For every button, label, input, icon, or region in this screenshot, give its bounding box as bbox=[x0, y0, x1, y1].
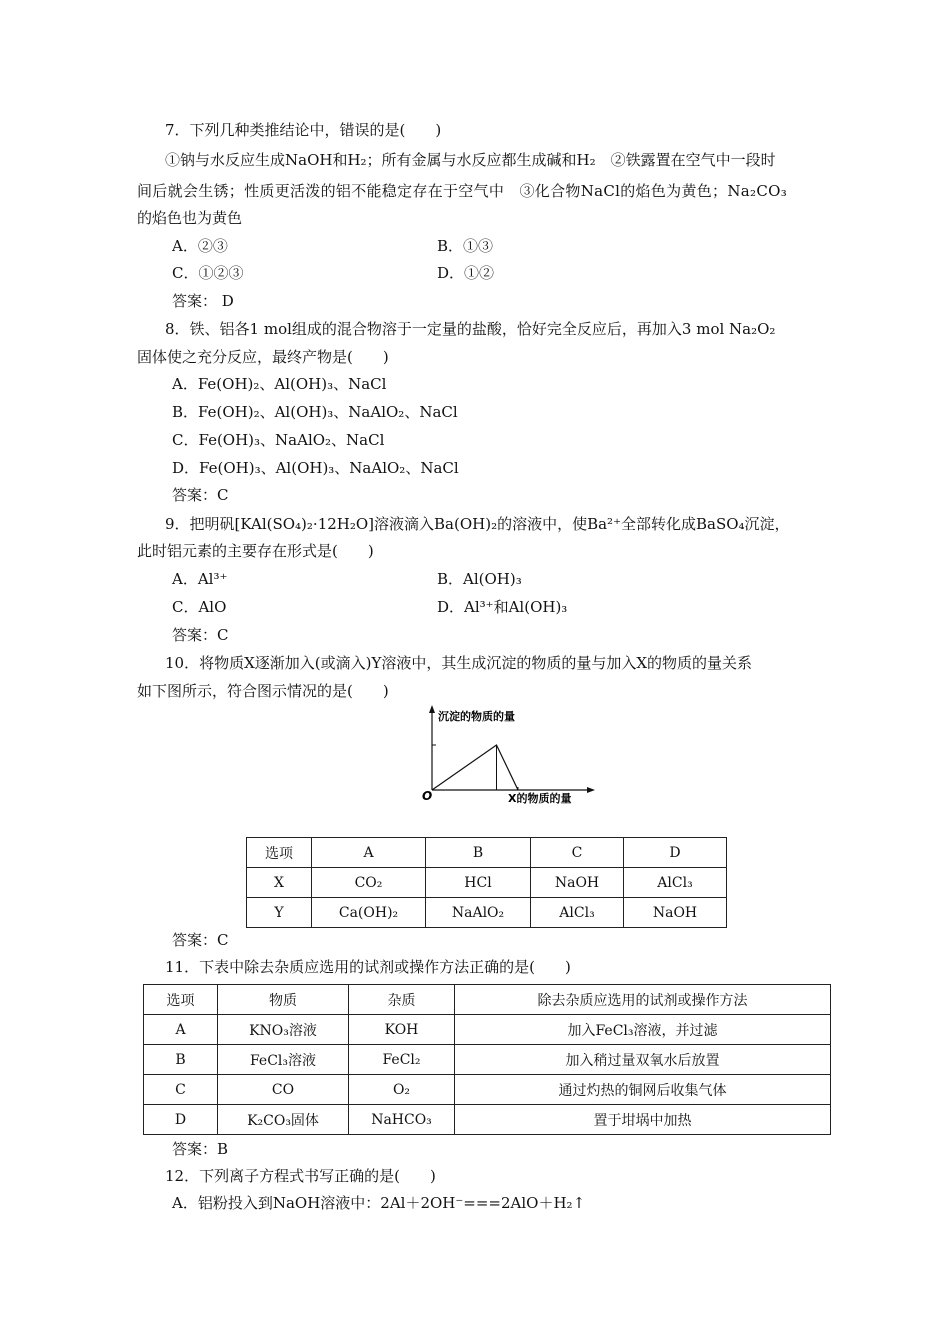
q11-table-cell: 加入FeCl₃溶液，并过滤 bbox=[455, 1015, 831, 1045]
q11-table bbox=[143, 984, 831, 1135]
q11-table-cell: CO bbox=[218, 1075, 349, 1105]
q11-table-header-cell: 除去杂质应选用的试剂或操作方法 bbox=[455, 985, 831, 1015]
q9-answer: 答案：C bbox=[172, 626, 229, 644]
y-axis-arrow bbox=[429, 705, 435, 713]
q10-table-row bbox=[247, 838, 727, 868]
q10-table-header-cell: 选项 bbox=[247, 838, 312, 868]
x-axis-label: X的物质的量 bbox=[508, 792, 572, 805]
q11-table-cell: B bbox=[144, 1045, 218, 1075]
q10-table-cell: CO₂ bbox=[312, 868, 426, 898]
q11-answer: 答案：B bbox=[172, 1140, 229, 1158]
q10-table-cell: NaAlO₂ bbox=[426, 898, 531, 928]
q7-line-2: 间后就会生锈；性质更活泼的铝不能稳定存在于空气中 ③化合物NaCl的焰色为黄色；Na₂CO₃ bbox=[137, 182, 788, 200]
q10-table bbox=[246, 837, 727, 928]
q10-table-row bbox=[247, 868, 727, 898]
q12-option-a: A．铝粉投入到NaOH溶液中：2Al＋2OH⁻===2AlO＋H₂↑ bbox=[172, 1194, 586, 1212]
q11-table-header-cell: 选项 bbox=[144, 985, 218, 1015]
q11-table-cell: 置于坩埚中加热 bbox=[455, 1105, 831, 1135]
q11-table-row bbox=[144, 985, 831, 1015]
q11-table-cell: 通过灼热的铜网后收集气体 bbox=[455, 1075, 831, 1105]
q9-option-c: C．AlO bbox=[172, 598, 227, 616]
q10-table-header-cell: D bbox=[624, 838, 727, 868]
q10-table-row bbox=[247, 898, 727, 928]
q11-table-cell: FeCl₂ bbox=[349, 1045, 455, 1075]
q10-table-header-cell: A bbox=[312, 838, 426, 868]
q11-table-cell: A bbox=[144, 1015, 218, 1045]
q10-line-2: 如下图所示，符合图示情况的是( ) bbox=[137, 682, 389, 700]
q10-answer: 答案：C bbox=[172, 931, 229, 949]
q11-table-cell: C bbox=[144, 1075, 218, 1105]
q7-option-a: A．②③ bbox=[172, 237, 228, 255]
q10-table-cell: NaOH bbox=[531, 868, 624, 898]
q11-table-row bbox=[144, 1045, 831, 1075]
q10-line-1: 10．将物质X逐渐加入(或滴入)Y溶液中，其生成沉淀的物质的量与加入X的物质的量关系 bbox=[165, 654, 753, 672]
q12-stem: 12．下列离子方程式书写正确的是( ) bbox=[165, 1167, 436, 1185]
q10-table-cell: HCl bbox=[426, 868, 531, 898]
q9-option-a: A．Al³⁺ bbox=[172, 570, 228, 588]
q8-line-2: 固体使之充分反应，最终产物是( ) bbox=[137, 348, 389, 366]
q11-stem: 11．下表中除去杂质应选用的试剂或操作方法正确的是( ) bbox=[165, 958, 571, 976]
q11-table-cell: KOH bbox=[349, 1015, 455, 1045]
q7-line-3: 的焰色也为黄色 bbox=[137, 209, 243, 227]
q10-table-header-cell: C bbox=[531, 838, 624, 868]
q10-table-cell: Y bbox=[247, 898, 312, 928]
q10-table-cell: AlCl₃ bbox=[531, 898, 624, 928]
q8-option-d: D．Fe(OH)₃、Al(OH)₃、NaAlO₂、NaCl bbox=[172, 459, 459, 477]
y-axis-label: 沉淀的物质的量 bbox=[438, 710, 515, 723]
q9-option-d: D．Al³⁺和Al(OH)₃ bbox=[437, 598, 568, 616]
q10-table-header-cell: B bbox=[426, 838, 531, 868]
series-line bbox=[432, 745, 518, 790]
x-axis-arrow bbox=[587, 787, 595, 793]
q11-table-cell: FeCl₃溶液 bbox=[218, 1045, 349, 1075]
q8-option-b: B．Fe(OH)₂、Al(OH)₃、NaAlO₂、NaCl bbox=[172, 403, 458, 421]
q11-table-row bbox=[144, 1075, 831, 1105]
q7-option-d: D．①② bbox=[437, 264, 495, 282]
q7-line-1: ①钠与水反应生成NaOH和H₂；所有金属与水反应都生成碱和H₂ ②铁露置在空气中一段时 bbox=[165, 151, 776, 169]
q10-table-cell: NaOH bbox=[624, 898, 727, 928]
q11-table-header-cell: 杂质 bbox=[349, 985, 455, 1015]
q10-table-cell: Ca(OH)₂ bbox=[312, 898, 426, 928]
q7-answer: 答案： D bbox=[172, 292, 234, 310]
q8-answer: 答案：C bbox=[172, 486, 229, 504]
q11-table-cell: O₂ bbox=[349, 1075, 455, 1105]
q7-option-b: B．①③ bbox=[437, 237, 494, 255]
q8-option-c: C．Fe(OH)₃、NaAlO₂、NaCl bbox=[172, 431, 385, 449]
q11-table-row bbox=[144, 1015, 831, 1045]
q11-table-cell: D bbox=[144, 1105, 218, 1135]
q11-table-cell: KNO₃溶液 bbox=[218, 1015, 349, 1045]
q11-table-header-cell: 物质 bbox=[218, 985, 349, 1015]
q7-stem: 7．下列几种类推结论中，错误的是( ) bbox=[165, 121, 442, 139]
q11-table-cell: 加入稍过量双氧水后放置 bbox=[455, 1045, 831, 1075]
q8-option-a: A．Fe(OH)₂、Al(OH)₃、NaCl bbox=[172, 375, 387, 393]
q11-table-row bbox=[144, 1105, 831, 1135]
q8-line-1: 8．铁、铝各1 mol组成的混合物溶于一定量的盐酸，恰好完全反应后，再加入3 mol Na₂O₂ bbox=[165, 320, 776, 338]
q11-table-cell: NaHCO₃ bbox=[349, 1105, 455, 1135]
origin-label: O bbox=[422, 789, 433, 803]
precipitate-chart bbox=[420, 700, 600, 810]
q11-table-cell: K₂CO₃固体 bbox=[218, 1105, 349, 1135]
q10-table-cell: AlCl₃ bbox=[624, 868, 727, 898]
q9-option-b: B．Al(OH)₃ bbox=[437, 570, 522, 588]
q10-table-cell: X bbox=[247, 868, 312, 898]
q9-line-2: 此时铝元素的主要存在形式是( ) bbox=[137, 542, 374, 560]
q7-option-c: C．①②③ bbox=[172, 264, 244, 282]
q9-line-1: 9．把明矾[KAl(SO₄)₂·12H₂O]溶液滴入Ba(OH)₂的溶液中，使Ba²⁺全部转化成BaSO₄沉淀， bbox=[165, 515, 790, 533]
